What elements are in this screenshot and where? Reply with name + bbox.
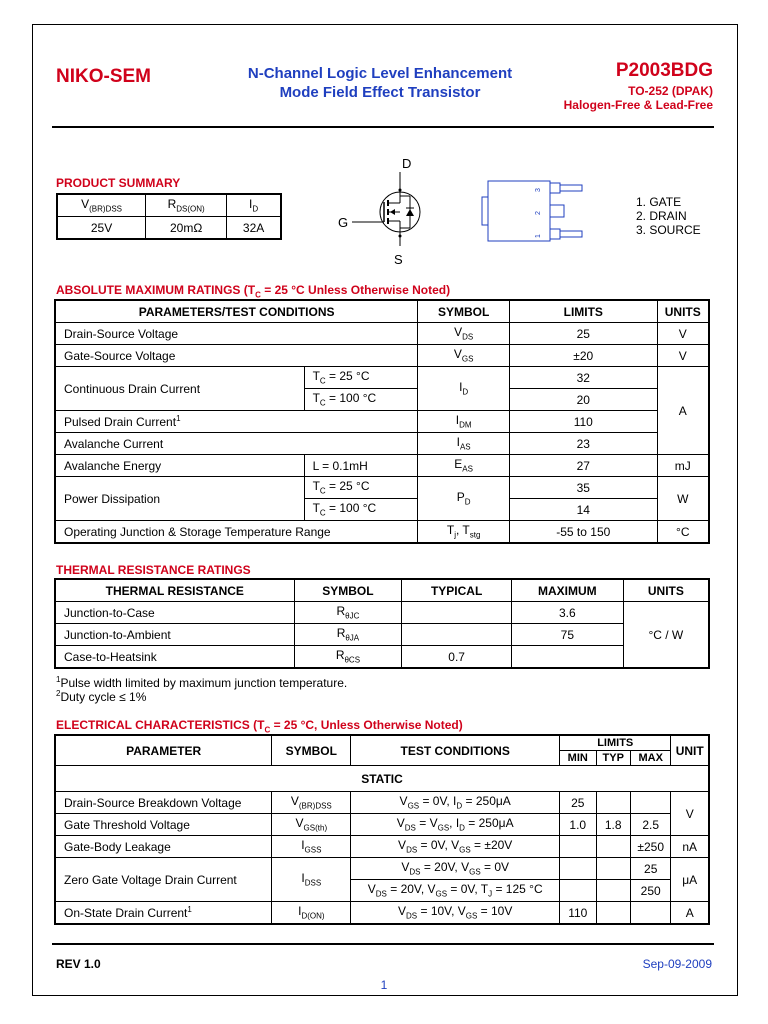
thermal-r2-name: Junction-to-Ambient xyxy=(55,624,294,646)
ps-col-id: $I_D$ xyxy=(227,194,281,217)
elec-unit-v: V xyxy=(671,792,709,836)
elec-r3-typ xyxy=(596,836,630,858)
pin-drain: 2. DRAIN xyxy=(636,209,687,223)
elec-r2-cond: $V_{DS} = V_{GS}$, $I_D = 250\mu A$ xyxy=(351,814,560,836)
elec-r3-unit: nA xyxy=(671,836,709,858)
absmax-r3-lim-a: 32 xyxy=(510,367,657,389)
elec-static: STATIC xyxy=(55,766,709,792)
pin-source: 3. SOURCE xyxy=(636,223,701,237)
absmax-r7-unit: W xyxy=(657,477,709,521)
absmax-r6-sym: $E_{AS}$ xyxy=(418,455,510,477)
elec-r4-cond-a: $V_{DS} = 20V$, $V_{GS} = 0V$ xyxy=(351,858,560,880)
absmax-r8-unit: °C xyxy=(657,521,709,544)
elec-r2-max: 2.5 xyxy=(630,814,671,836)
absmax-r2-param: Gate-Source Voltage xyxy=(55,345,418,367)
thermal-h-typ: TYPICAL xyxy=(402,579,512,602)
footnote-2: $^2$Duty cycle ≤ 1% xyxy=(56,689,147,704)
absmax-r6-lim: 27 xyxy=(510,455,657,477)
title-line-1: N-Channel Logic Level Enhancement xyxy=(247,65,513,82)
elec-heading: ELECTRICAL CHARACTERISTICS ($T_C = 25$ °C, Unless Otherwise Noted) xyxy=(56,718,463,735)
thermal-h-res: THERMAL RESISTANCE xyxy=(55,579,294,602)
absmax-r4-lim: 110 xyxy=(510,411,657,433)
svg-text:3: 3 xyxy=(535,188,542,192)
absmax-h-limits: LIMITS xyxy=(510,300,657,323)
absmax-r3-cond-b: $T_C = 100$ °C xyxy=(304,389,418,411)
elec-h-max: MAX xyxy=(630,751,671,766)
ps-val-rds: 20mΩ xyxy=(146,217,227,240)
thermal-r2-typ xyxy=(402,624,512,646)
absmax-r1-lim: 25 xyxy=(510,323,657,345)
elec-r5-param: On-State Drain Current$^1$ xyxy=(55,902,272,925)
absmax-r3-param: Continuous Drain Current xyxy=(55,367,304,411)
ps-val-id: 32A xyxy=(227,217,281,240)
thermal-table xyxy=(54,578,710,669)
elec-r4-min-a xyxy=(560,858,596,880)
absmax-r7-cond-a: $T_C = 25$ °C xyxy=(304,477,418,499)
absmax-h-units: UNITS xyxy=(657,300,709,323)
elec-r3-sym: $I_{GSS}$ xyxy=(272,836,351,858)
elec-r4-max-b: 250 xyxy=(630,880,671,902)
elec-r2-param: Gate Threshold Voltage xyxy=(55,814,272,836)
elec-h-typ: TYP xyxy=(596,751,630,766)
absmax-r6-param: Avalanche Energy xyxy=(55,455,304,477)
ps-val-vbr: 25V xyxy=(57,217,146,240)
drain-label: D xyxy=(402,156,412,171)
product-summary-heading: PRODUCT SUMMARY xyxy=(56,176,181,190)
absmax-r8-sym: $T_j$, $T_{stg}$ xyxy=(418,521,510,544)
absmax-r8-param: Operating Junction & Storage Temperature Range xyxy=(55,521,418,544)
elec-r2-sym: $V_{GS(th)}$ xyxy=(272,814,351,836)
absmax-r3-lim-b: 20 xyxy=(510,389,657,411)
absmax-r7-lim-a: 35 xyxy=(510,477,657,499)
absmax-r4-param: Pulsed Drain Current$^1$ xyxy=(55,411,418,433)
absmax-r5-sym: $I_{AS}$ xyxy=(418,433,510,455)
thermal-r1-max: 3.6 xyxy=(511,602,623,624)
absmax-heading: ABSOLUTE MAXIMUM RATINGS ($T_C = 25$ °C Unless Otherwise Noted) xyxy=(56,283,451,300)
absmax-r7-param: Power Dissipation xyxy=(55,477,304,521)
brand-name: NIKO-SEM xyxy=(56,66,151,87)
gate-label: G xyxy=(338,215,349,230)
elec-r5-sym: $I_{D(ON)}$ xyxy=(272,902,351,925)
elec-h-param: PARAMETER xyxy=(55,735,272,766)
absmax-r3-sym: $I_D$ xyxy=(418,367,510,411)
elec-r5-max xyxy=(630,902,671,925)
thermal-r3-name: Case-to-Heatsink xyxy=(55,646,294,669)
header-rule xyxy=(52,126,714,128)
thermal-r1-sym: $R_{\theta JC}$ xyxy=(294,602,402,624)
elec-r1-max xyxy=(630,792,671,814)
elec-r1-typ xyxy=(596,792,630,814)
elec-h-symbol: SYMBOL xyxy=(272,735,351,766)
pin-list xyxy=(636,195,701,237)
absmax-r2-unit: V xyxy=(657,345,709,367)
elec-r5-cond: $V_{DS} = 10V$, $V_{GS} = 10V$ xyxy=(351,902,560,925)
footnote-1: $^1$Pulse width limited by maximum junction temperature. xyxy=(56,675,348,690)
compliance-note: Halogen-Free & Lead-Free xyxy=(563,98,713,112)
absmax-r3-cond-a: $T_C = 25$ °C xyxy=(304,367,418,389)
elec-r1-sym: $V_{(BR)DSS}$ xyxy=(272,792,351,814)
pin-gate: 1. GATE xyxy=(636,195,682,209)
elec-h-cond: TEST CONDITIONS xyxy=(351,735,560,766)
elec-h-min: MIN xyxy=(560,751,596,766)
elec-r5-typ xyxy=(596,902,630,925)
elec-r4-typ-b xyxy=(596,880,630,902)
thermal-h-max: MAXIMUM xyxy=(511,579,623,602)
elec-r2-typ: 1.8 xyxy=(596,814,630,836)
thermal-h-units: UNITS xyxy=(623,579,709,602)
elec-r4-unit: μA xyxy=(671,858,709,902)
svg-text:1: 1 xyxy=(535,234,542,238)
date: Sep-09-2009 xyxy=(642,957,712,971)
absmax-r7-lim-b: 14 xyxy=(510,499,657,521)
elec-r4-cond-b: $V_{DS} = 20V$, $V_{GS} = 0V$, $T_J = 125$ °C xyxy=(351,880,560,902)
absmax-r3-unit: A xyxy=(657,367,709,455)
footer-rule xyxy=(52,943,714,945)
elec-r2-min: 1.0 xyxy=(560,814,596,836)
absmax-r6-unit: mJ xyxy=(657,455,709,477)
elec-r4-typ-a xyxy=(596,858,630,880)
elec-r3-param: Gate-Body Leakage xyxy=(55,836,272,858)
ps-col-rds: $R_{DS(ON)}$ xyxy=(146,194,227,217)
elec-r4-param: Zero Gate Voltage Drain Current xyxy=(55,858,272,902)
absmax-r7-cond-b: $T_C = 100$ °C xyxy=(304,499,418,521)
elec-r5-unit: A xyxy=(671,902,709,925)
elec-r4-max-a: 25 xyxy=(630,858,671,880)
absmax-r2-sym: $V_{GS}$ xyxy=(418,345,510,367)
thermal-h-symbol: SYMBOL xyxy=(294,579,402,602)
elec-r1-cond: $V_{GS} = 0V$, $I_D = 250\mu A$ xyxy=(351,792,560,814)
thermal-unit: °C / W xyxy=(623,602,709,669)
page-number: 1 xyxy=(380,978,388,992)
absmax-table xyxy=(54,299,710,544)
elec-r3-cond: $V_{DS} = 0V$, $V_{GS} = \pm 20V$ xyxy=(351,836,560,858)
thermal-r3-sym: $R_{\theta CS}$ xyxy=(294,646,402,669)
product-summary-table xyxy=(56,193,282,240)
thermal-heading: THERMAL RESISTANCE RATINGS xyxy=(56,563,251,577)
absmax-r1-sym: $V_{DS}$ xyxy=(418,323,510,345)
absmax-r5-lim: 23 xyxy=(510,433,657,455)
package-type: TO-252 (DPAK) xyxy=(628,84,713,98)
elec-h-limits: LIMITS xyxy=(560,735,671,751)
dpak-package-icon xyxy=(478,175,588,245)
thermal-r3-max xyxy=(511,646,623,669)
elec-r5-min: 110 xyxy=(560,902,596,925)
svg-text:2: 2 xyxy=(535,211,542,215)
absmax-r1-param: Drain-Source Voltage xyxy=(55,323,418,345)
absmax-r1-unit: V xyxy=(657,323,709,345)
absmax-r6-cond: L = 0.1mH xyxy=(304,455,418,477)
elec-r4-min-b xyxy=(560,880,596,902)
mosfet-symbol xyxy=(330,150,450,270)
thermal-r3-typ: 0.7 xyxy=(402,646,512,669)
part-number: P2003BDG xyxy=(615,60,713,81)
elec-r3-max: ±250 xyxy=(630,836,671,858)
elec-r3-min xyxy=(560,836,596,858)
ps-col-vbr: $V_{(BR)DSS}$ xyxy=(57,194,146,217)
elec-r4-sym: $I_{DSS}$ xyxy=(272,858,351,902)
elec-r1-param: Drain-Source Breakdown Voltage xyxy=(55,792,272,814)
absmax-r7-sym: $P_D$ xyxy=(418,477,510,521)
absmax-r4-sym: $I_{DM}$ xyxy=(418,411,510,433)
absmax-r8-lim: -55 to 150 xyxy=(510,521,657,544)
title-line-2: Mode Field Effect Transistor xyxy=(279,84,481,101)
thermal-r2-max: 75 xyxy=(511,624,623,646)
source-label: S xyxy=(394,252,403,267)
absmax-h-param: PARAMETERS/TEST CONDITIONS xyxy=(55,300,418,323)
thermal-r2-sym: $R_{\theta JA}$ xyxy=(294,624,402,646)
thermal-r1-name: Junction-to-Case xyxy=(55,602,294,624)
absmax-r5-param: Avalanche Current xyxy=(55,433,418,455)
thermal-r1-typ xyxy=(402,602,512,624)
revision: REV 1.0 xyxy=(56,957,101,971)
absmax-r2-lim: ±20 xyxy=(510,345,657,367)
absmax-h-symbol: SYMBOL xyxy=(418,300,510,323)
elec-table xyxy=(54,734,710,925)
elec-h-unit: UNIT xyxy=(671,735,709,766)
elec-r1-min: 25 xyxy=(560,792,596,814)
